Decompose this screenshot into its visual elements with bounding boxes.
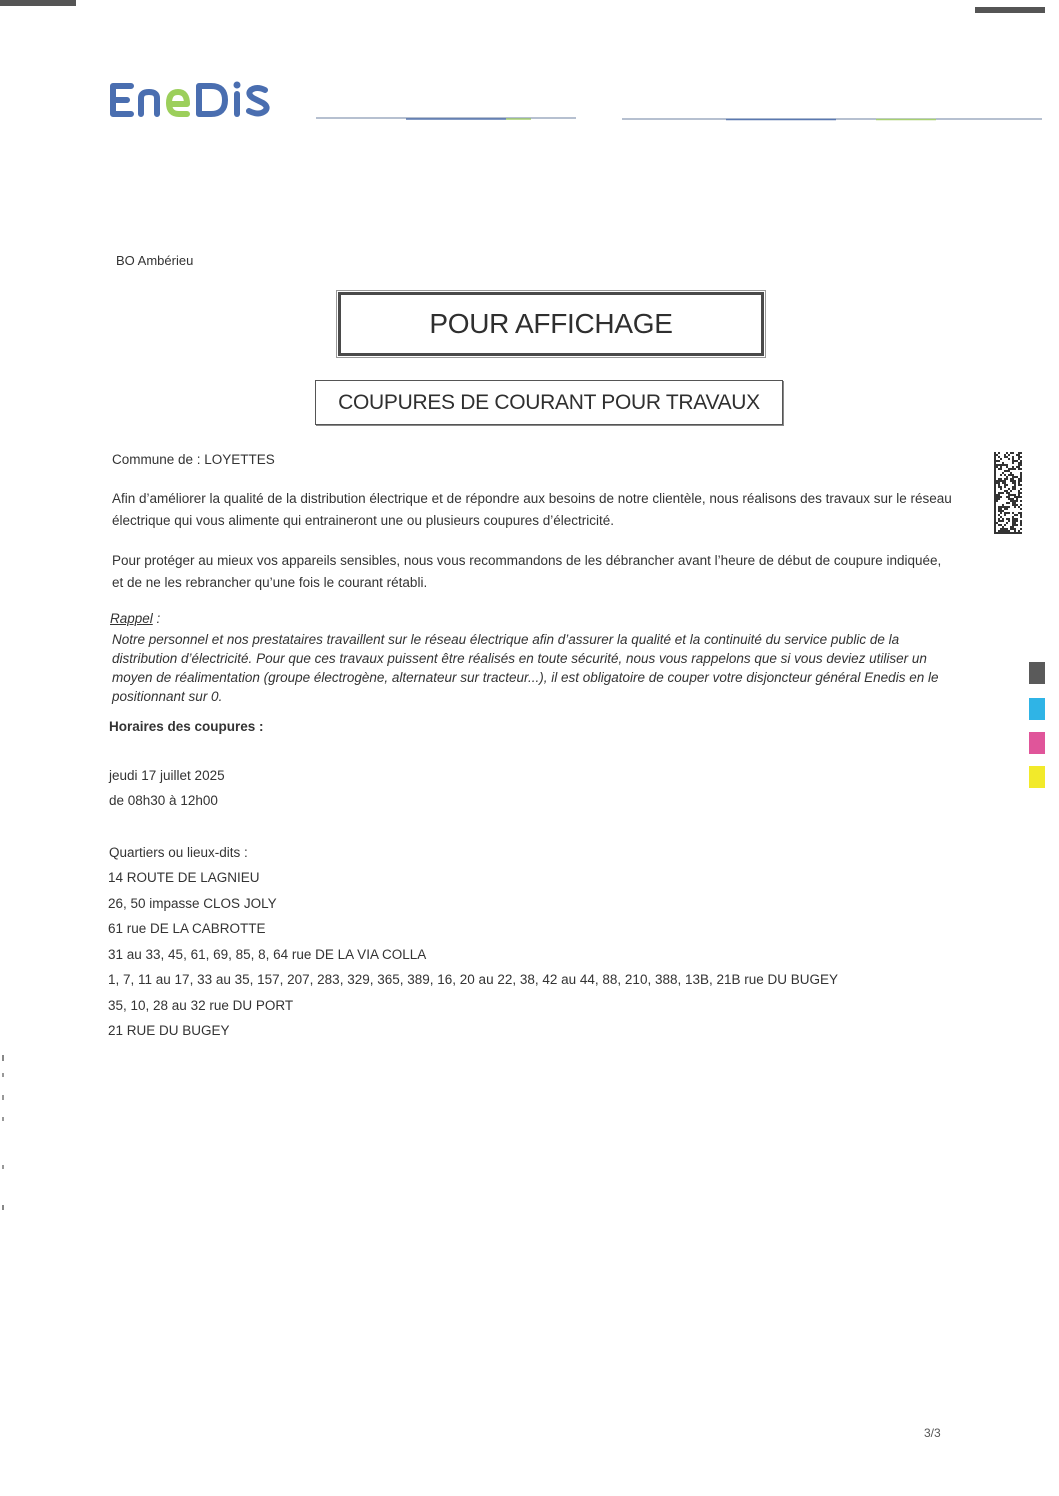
datamatrix-cell	[998, 494, 1000, 496]
office-label: BO Ambérieu	[116, 253, 194, 268]
datamatrix-cell	[1018, 480, 1020, 482]
datamatrix-cell	[1018, 478, 1020, 480]
datamatrix-cell	[1010, 468, 1012, 470]
datamatrix-cell	[1020, 464, 1022, 466]
datamatrix-cell	[998, 498, 1000, 500]
color-swatches	[1029, 662, 1045, 790]
datamatrix-cell	[1018, 494, 1020, 496]
datamatrix-cell	[1018, 458, 1020, 460]
datamatrix-cell	[998, 480, 1000, 482]
datamatrix-cell	[1004, 470, 1006, 472]
datamatrix-cell	[1012, 500, 1014, 502]
title-box	[338, 292, 764, 356]
datamatrix-cell	[1012, 504, 1014, 506]
outage-time: de 08h30 à 12h00	[109, 793, 218, 808]
datamatrix-cell	[996, 480, 998, 482]
datamatrix-cell	[998, 524, 1000, 526]
datamatrix-cell	[998, 464, 1000, 466]
datamatrix-cell	[1000, 510, 1002, 512]
enedis-logo	[107, 78, 307, 124]
datamatrix-cell	[1018, 464, 1020, 466]
datamatrix-cell	[1020, 528, 1022, 530]
datamatrix-cell	[998, 520, 1000, 522]
datamatrix-cell	[1012, 456, 1014, 458]
datamatrix-cell	[996, 460, 998, 462]
datamatrix-cell	[1002, 520, 1004, 522]
datamatrix-cell	[1002, 472, 1004, 474]
datamatrix-cell	[1006, 508, 1008, 510]
datamatrix-cell	[1010, 490, 1012, 492]
datamatrix-cell	[1014, 482, 1016, 484]
datamatrix-cell	[1018, 512, 1020, 514]
datamatrix-cell	[1006, 466, 1008, 468]
datamatrix-cell	[1014, 500, 1016, 502]
datamatrix-cell	[1014, 518, 1016, 520]
datamatrix-cell	[1012, 516, 1014, 518]
datamatrix-cell	[1008, 468, 1010, 470]
datamatrix-cell	[1014, 496, 1016, 498]
datamatrix-cell	[1004, 484, 1006, 486]
datamatrix-cell	[1008, 488, 1010, 490]
datamatrix-cell	[1014, 476, 1016, 478]
datamatrix-cell	[1020, 512, 1022, 514]
datamatrix-cell	[1018, 482, 1020, 484]
datamatrix-cell	[1020, 488, 1022, 490]
page-number: 3/3	[924, 1426, 941, 1440]
datamatrix-cell	[1016, 524, 1018, 526]
datamatrix-cell	[1012, 460, 1014, 462]
datamatrix-cell	[1014, 530, 1016, 532]
datamatrix-cell	[998, 460, 1000, 462]
datamatrix-cell	[1012, 480, 1014, 482]
datamatrix-cell	[1008, 494, 1010, 496]
datamatrix-cell	[1004, 454, 1006, 456]
datamatrix-cell	[1000, 512, 1002, 514]
datamatrix-cell	[1014, 506, 1016, 508]
datamatrix-cell	[1014, 488, 1016, 490]
datamatrix-cell	[1000, 466, 1002, 468]
datamatrix-cell	[1006, 522, 1008, 524]
datamatrix-cell	[1012, 524, 1014, 526]
subtitle-box	[315, 380, 783, 425]
datamatrix-cell	[1012, 486, 1014, 488]
datamatrix-cell	[998, 484, 1000, 486]
datamatrix-cell	[1020, 504, 1022, 506]
datamatrix-cell	[1004, 482, 1006, 484]
datamatrix-cell	[1016, 454, 1018, 456]
datamatrix-cell	[1016, 466, 1018, 468]
datamatrix-cell	[1016, 514, 1018, 516]
datamatrix-cell	[1004, 508, 1006, 510]
datamatrix-cell	[1002, 492, 1004, 494]
datamatrix-cell	[1010, 452, 1012, 454]
datamatrix-cell	[1014, 514, 1016, 516]
datamatrix-cell	[1020, 480, 1022, 482]
datamatrix-cell	[1014, 486, 1016, 488]
swatch-yellow	[1029, 766, 1045, 788]
datamatrix-cell	[1012, 520, 1014, 522]
datamatrix-cell	[1018, 484, 1020, 486]
swatch-cyan	[1029, 698, 1045, 720]
datamatrix-cell	[1006, 470, 1008, 472]
datamatrix-cell	[998, 478, 1000, 480]
datamatrix-cell	[1000, 496, 1002, 498]
datamatrix-cell	[1012, 482, 1014, 484]
datamatrix-cell	[1006, 496, 1008, 498]
datamatrix-cell	[1020, 524, 1022, 526]
datamatrix-cell	[1020, 484, 1022, 486]
datamatrix-cell	[1016, 520, 1018, 522]
datamatrix-cell	[1018, 452, 1020, 454]
location-item: 31 au 33, 45, 61, 69, 85, 8, 64 rue DE LA VIA COLLA	[108, 946, 427, 962]
datamatrix-cell	[996, 464, 998, 466]
datamatrix-cell	[1002, 528, 1004, 530]
datamatrix-cell	[1000, 488, 1002, 490]
datamatrix-cell	[1008, 502, 1010, 504]
datamatrix-cell	[1002, 480, 1004, 482]
datamatrix-cell	[996, 482, 998, 484]
datamatrix-cell	[996, 522, 998, 524]
datamatrix-cell	[1012, 526, 1014, 528]
datamatrix-cell	[1002, 504, 1004, 506]
datamatrix-cell	[1002, 518, 1004, 520]
datamatrix-cell	[1012, 488, 1014, 490]
datamatrix-cell	[1006, 476, 1008, 478]
datamatrix-cell	[1004, 464, 1006, 466]
datamatrix-cell	[1012, 476, 1014, 478]
datamatrix-cell	[1014, 468, 1016, 470]
datamatrix-cell	[1012, 528, 1014, 530]
datamatrix-cell	[1000, 492, 1002, 494]
datamatrix-cell	[1006, 484, 1008, 486]
datamatrix-cell	[1004, 530, 1006, 532]
datamatrix-cell	[1006, 528, 1008, 530]
datamatrix-cell	[1010, 498, 1012, 500]
datamatrix-cell	[1002, 510, 1004, 512]
datamatrix-cell	[1000, 474, 1002, 476]
datamatrix-cell	[1018, 492, 1020, 494]
location-item: 21 RUE DU BUGEY	[108, 1023, 230, 1038]
datamatrix-cell	[1012, 522, 1014, 524]
datamatrix-cell	[1006, 452, 1008, 454]
datamatrix-cell	[1008, 506, 1010, 508]
datamatrix-cell	[1020, 514, 1022, 516]
datamatrix-cell	[1018, 462, 1020, 464]
outage-date: jeudi 17 juillet 2025	[109, 768, 225, 783]
datamatrix-cell	[1008, 454, 1010, 456]
datamatrix-cell	[1006, 478, 1008, 480]
datamatrix-cell	[1012, 452, 1014, 454]
datamatrix-cell	[1014, 520, 1016, 522]
datamatrix-code	[994, 452, 1022, 534]
datamatrix-cell	[1016, 504, 1018, 506]
datamatrix-cell	[1020, 478, 1022, 480]
datamatrix-cell	[1000, 486, 1002, 488]
datamatrix-cell	[1020, 520, 1022, 522]
datamatrix-cell	[1014, 484, 1016, 486]
datamatrix-cell	[1010, 494, 1012, 496]
datamatrix-cell	[998, 486, 1000, 488]
datamatrix-cell	[1006, 518, 1008, 520]
datamatrix-cell	[1000, 520, 1002, 522]
datamatrix-cell	[1002, 462, 1004, 464]
datamatrix-cell	[998, 506, 1000, 508]
datamatrix-cell	[1006, 464, 1008, 466]
datamatrix-cell	[1000, 464, 1002, 466]
datamatrix-cell	[1008, 474, 1010, 476]
scan-mark-top-left	[0, 0, 76, 6]
datamatrix-cell	[1020, 472, 1022, 474]
datamatrix-cell	[1018, 456, 1020, 458]
datamatrix-cell	[1002, 526, 1004, 528]
datamatrix-cell	[1012, 478, 1014, 480]
datamatrix-cell	[1012, 518, 1014, 520]
reminder-colon: :	[152, 611, 161, 626]
datamatrix-cell	[1016, 500, 1018, 502]
datamatrix-cell	[1018, 496, 1020, 498]
datamatrix-cell	[1012, 494, 1014, 496]
datamatrix-cell	[1014, 502, 1016, 504]
reminder-body: Notre personnel et nos prestataires travaillent sur le réseau électrique afin d’assurer la qualité et la continuité du service public de la distribution d’électricité. Pour que ces travaux puissent être réalisés en toute sécurité, nous vous rappelons que si vous deviez utiliser un moyen de réalimentation (groupe électrogène, alternateur sur tracteur...), il est obligatoire de couper votre disjoncteur général Enedis en le positionnant sur 0.	[112, 632, 939, 704]
datamatrix-cell	[1000, 480, 1002, 482]
datamatrix-cell	[1000, 516, 1002, 518]
datamatrix-cell	[1014, 460, 1016, 462]
datamatrix-cell	[1000, 528, 1002, 530]
datamatrix-cell	[1014, 522, 1016, 524]
header-rule	[316, 116, 1042, 122]
datamatrix-cell	[1020, 516, 1022, 518]
datamatrix-cell	[1006, 456, 1008, 458]
swatch-magenta	[1029, 732, 1045, 754]
datamatrix-cell	[1008, 492, 1010, 494]
datamatrix-cell	[1012, 468, 1014, 470]
location-item: 61 rue DE LA CABROTTE	[108, 921, 266, 936]
datamatrix-cell	[1016, 476, 1018, 478]
locations-heading: Quartiers ou lieux-dits :	[109, 845, 248, 860]
datamatrix-cell	[998, 482, 1000, 484]
datamatrix-cell	[1020, 456, 1022, 458]
datamatrix-cell	[998, 530, 1000, 532]
datamatrix-cell	[1000, 468, 1002, 470]
datamatrix-cell	[1014, 494, 1016, 496]
datamatrix-cell	[1004, 486, 1006, 488]
datamatrix-cell	[998, 508, 1000, 510]
datamatrix-cell	[1016, 460, 1018, 462]
datamatrix-cell	[1008, 498, 1010, 500]
datamatrix-cell	[1006, 502, 1008, 504]
datamatrix-cell	[996, 500, 998, 502]
datamatrix-cell	[998, 452, 1000, 454]
datamatrix-cell	[1020, 522, 1022, 524]
datamatrix-cell	[1012, 512, 1014, 514]
datamatrix-cell	[1012, 458, 1014, 460]
scan-side-marks	[2, 1055, 6, 1215]
datamatrix-cell	[1002, 464, 1004, 466]
datamatrix-cell	[1014, 528, 1016, 530]
datamatrix-cell	[1012, 474, 1014, 476]
advice-paragraph: Pour protéger au mieux vos appareils sensibles, nous vous recommandons de les débrancher avant l’heure de début de coupure indiquée, et de ne les rebrancher qu’une fois le courant rétabli.	[112, 553, 942, 590]
datamatrix-cell	[1018, 530, 1020, 532]
datamatrix-cell	[1000, 508, 1002, 510]
subtitle-text: COUPURES DE COURANT POUR TRAVAUX	[338, 390, 760, 414]
datamatrix-cell	[1020, 462, 1022, 464]
datamatrix-cell	[1006, 512, 1008, 514]
datamatrix-cell	[1020, 500, 1022, 502]
datamatrix-cell	[1018, 506, 1020, 508]
datamatrix-cell	[1008, 458, 1010, 460]
datamatrix-cell	[1020, 452, 1022, 454]
datamatrix-cell	[1014, 524, 1016, 526]
datamatrix-cell	[1000, 458, 1002, 460]
schedule-heading: Horaires des coupures :	[109, 719, 264, 734]
datamatrix-cell	[1004, 474, 1006, 476]
intro-paragraph: Afin d’améliorer la qualité de la distribution électrique et de répondre aux besoins de notre clientèle, nous réalisons des travaux sur le réseau électrique qui vous alimente qui entraineront une ou plusieurs coupures d’électricité.	[112, 491, 952, 528]
datamatrix-cell	[1020, 474, 1022, 476]
datamatrix-cell	[1014, 480, 1016, 482]
swatch-black	[1029, 662, 1045, 684]
datamatrix-cell	[1020, 468, 1022, 470]
datamatrix-cell	[1020, 508, 1022, 510]
datamatrix-cell	[1014, 504, 1016, 506]
title-text: POUR AFFICHAGE	[429, 308, 673, 339]
datamatrix-cell	[996, 498, 998, 500]
datamatrix-cell	[996, 454, 998, 456]
datamatrix-cell	[998, 510, 1000, 512]
reminder-heading: Rappel	[110, 611, 153, 626]
datamatrix-cell	[1018, 490, 1020, 492]
datamatrix-cell	[1016, 518, 1018, 520]
datamatrix-cell	[996, 496, 998, 498]
datamatrix-cell	[1004, 478, 1006, 480]
reminder-heading-line	[110, 608, 160, 630]
datamatrix-cell	[1004, 506, 1006, 508]
location-item: 1, 7, 11 au 17, 33 au 35, 157, 207, 283, 329, 365, 389, 16, 20 au 22, 38, 42 au 44, 88, 210, 388, 13B, 21B rue DU BUGEY	[108, 972, 839, 987]
datamatrix-cell	[1004, 480, 1006, 482]
datamatrix-cell	[1000, 506, 1002, 508]
location-item: 26, 50 impasse CLOS JOLY	[108, 895, 277, 911]
datamatrix-cell	[1012, 466, 1014, 468]
datamatrix-cell	[1010, 526, 1012, 528]
datamatrix-cell	[996, 494, 998, 496]
datamatrix-cell	[1012, 462, 1014, 464]
datamatrix-cell	[1020, 496, 1022, 498]
datamatrix-cell	[1008, 518, 1010, 520]
datamatrix-cell	[1018, 454, 1020, 456]
datamatrix-cell	[1008, 470, 1010, 472]
datamatrix-cell	[1002, 530, 1004, 532]
datamatrix-cell	[1010, 478, 1012, 480]
datamatrix-cell	[1008, 512, 1010, 514]
datamatrix-cell	[1018, 468, 1020, 470]
datamatrix-cell	[998, 518, 1000, 520]
datamatrix-cell	[1006, 490, 1008, 492]
datamatrix-cell	[1004, 490, 1006, 492]
datamatrix-cell	[1008, 520, 1010, 522]
datamatrix-cell	[1004, 524, 1006, 526]
datamatrix-cell	[1006, 492, 1008, 494]
datamatrix-cell	[1002, 506, 1004, 508]
datamatrix-cell	[1016, 498, 1018, 500]
datamatrix-cell	[1004, 456, 1006, 458]
datamatrix-cell	[1020, 492, 1022, 494]
datamatrix-cell	[1018, 466, 1020, 468]
location-item: 14 ROUTE DE LAGNIEU	[108, 870, 260, 885]
datamatrix-cell	[998, 514, 1000, 516]
datamatrix-cell	[998, 456, 1000, 458]
datamatrix-cell	[1016, 496, 1018, 498]
datamatrix-cell	[1004, 528, 1006, 530]
datamatrix-cell	[1006, 506, 1008, 508]
datamatrix-cell	[998, 492, 1000, 494]
datamatrix-cell	[1000, 524, 1002, 526]
datamatrix-cell	[1002, 482, 1004, 484]
datamatrix-cell	[1004, 512, 1006, 514]
datamatrix-cell	[1012, 502, 1014, 504]
datamatrix-cell	[1010, 480, 1012, 482]
datamatrix-cell	[1008, 496, 1010, 498]
datamatrix-cell	[1000, 530, 1002, 532]
locations-list	[108, 867, 838, 1046]
datamatrix-cell	[996, 466, 998, 468]
location-item: 35, 10, 28 au 32 rue DU PORT	[108, 997, 294, 1013]
datamatrix-cell	[1004, 514, 1006, 516]
datamatrix-cell	[998, 468, 1000, 470]
datamatrix-cell	[1010, 528, 1012, 530]
commune-line: Commune de : LOYETTES	[112, 452, 275, 467]
datamatrix-cell	[1006, 530, 1008, 532]
datamatrix-cell	[998, 496, 1000, 498]
datamatrix-cell	[1010, 472, 1012, 474]
datamatrix-cell	[1020, 460, 1022, 462]
datamatrix-cell	[1012, 498, 1014, 500]
scan-mark-top-right	[975, 7, 1045, 13]
datamatrix-cell	[1000, 478, 1002, 480]
datamatrix-cell	[1020, 476, 1022, 478]
datamatrix-cell	[1010, 474, 1012, 476]
datamatrix-cell	[1008, 530, 1010, 532]
datamatrix-cell	[1010, 500, 1012, 502]
